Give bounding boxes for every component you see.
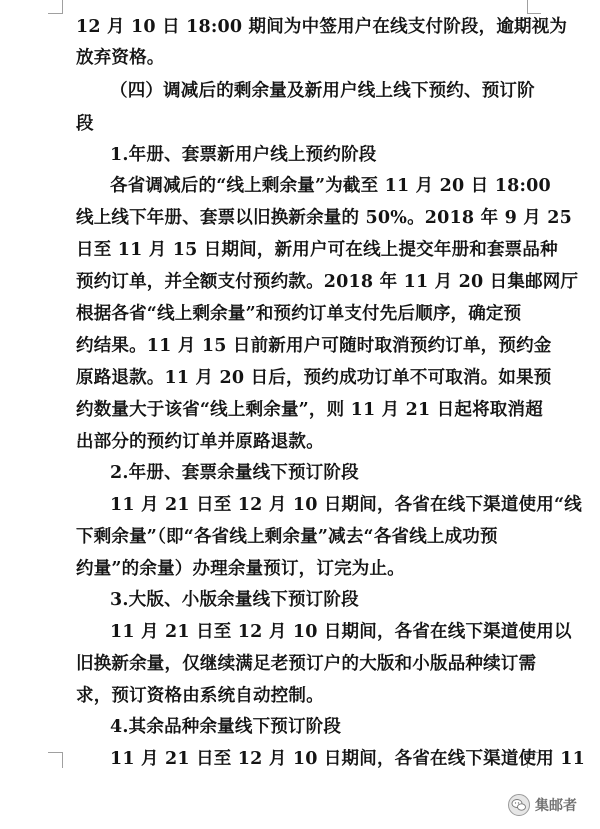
text-line: 约量”的余量）办理余量预订，订完为止。 [76, 559, 405, 579]
text-line: 旧换新余量，仅继续满足老预订户的大版和小版品种续订需 [76, 654, 537, 674]
text-line: 各省调减后的“线上剩余量”为截至 11 月 20 日 18:00 [110, 176, 551, 196]
section-heading-cont: 段 [76, 114, 94, 134]
text-line: 根据各省“线上剩余量”和预约订单支付先后顺序，确定预 [76, 304, 522, 324]
text-line: 出部分的预约订单并原路退款。 [76, 432, 324, 452]
text-line: 11 月 21 日至 12 月 10 日期间，各省在线下渠道使用“线 [110, 495, 582, 515]
text-line: 下剩余量”（即“各省线上剩余量”减去“各省线上成功预 [76, 527, 498, 547]
text-line: 11 月 21 日至 12 月 10 日期间，各省在线下渠道使用以 [110, 622, 572, 642]
text-line: 约数量大于该省“线上剩余量”，则 11 月 21 日起将取消超 [76, 400, 543, 420]
subheading: 3.大版、小版余量线下预订阶段 [110, 590, 359, 610]
subheading: 1.年册、套票新用户线上预约阶段 [110, 145, 377, 165]
watermark [508, 793, 577, 817]
watermark-text: 集邮者 [535, 798, 577, 814]
text-line: 11 月 21 日至 12 月 10 日期间，各省在线下渠道使用 11 [110, 749, 586, 769]
subheading: 4.其余品种余量线下预订阶段 [110, 717, 342, 737]
text-line: 12 月 10 日 18:00 期间为中签用户在线支付阶段，逾期视为 [76, 17, 568, 37]
text-line: 线上线下年册、套票以旧换新余量的 50%。2018 年 9 月 25 [76, 208, 572, 228]
text-line: 约结果。11 月 15 日前新用户可随时取消预约订单，预约金 [76, 336, 552, 356]
text-line: 日至 11 月 15 日期间，新用户可在线上提交年册和套票品种 [76, 240, 558, 260]
text-line: 原路退款。11 月 20 日后，预约成功订单不可取消。如果预 [76, 368, 552, 388]
section-heading: （四）调减后的剩余量及新用户线上线下预约、预订阶 [110, 81, 535, 101]
text-line: 放弃资格。 [76, 48, 165, 68]
text-line: 求，预订资格由系统自动控制。 [76, 686, 324, 706]
wechat-icon [508, 794, 530, 816]
subheading: 2.年册、套票余量线下预订阶段 [110, 463, 359, 483]
text-line: 预约订单，并全额支付预约款。2018 年 11 月 20 日集邮网厅 [76, 272, 579, 292]
